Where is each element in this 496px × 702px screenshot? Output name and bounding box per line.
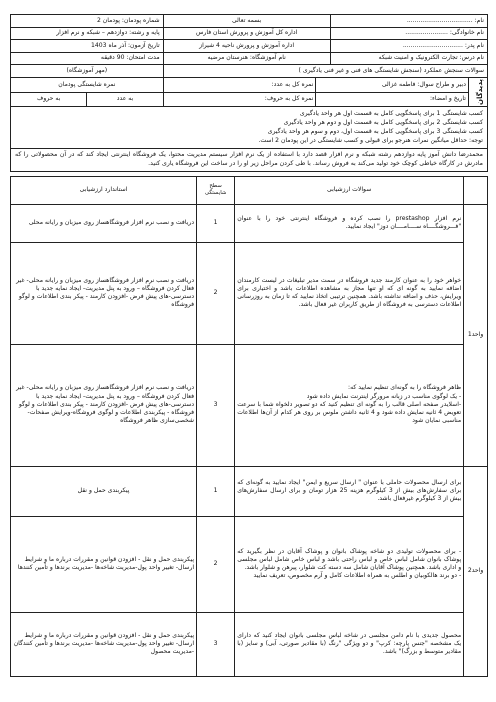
standard-cell: دریافت و نصب نرم افزار فروشگاهساز روی میزبان و رایانه محلی- غیر فعال کردن فروشگاه – ورود به پنل مدیریت- ایجاد نمایه جدید با دسترسی-های پیش فرض -افزودن کارمند - پیکر بندی اطلاعات و لوگو فروشگاه (11, 242, 197, 344)
total-score-word: نمره کل به حروف: (163, 92, 316, 106)
unit-label: واحد1 (464, 204, 488, 466)
col-standard: استاندارد ارزشیابی (11, 176, 197, 204)
level-cell: 3 (197, 612, 235, 676)
course-name: نام درس: تجارت الکترونیک و امنیت شبکه (330, 52, 487, 65)
score-by-number: به عدد (87, 92, 163, 106)
exam-header-table (10, 14, 488, 78)
org-name: اداره کل آموزش و پرورش استان فارس (163, 27, 330, 40)
questions-title: سوالات سنجش عملکرد (سنجش شایستگی های فنی و غیر فنی یادگیری ) (163, 65, 487, 78)
exam-date: تاریخ آزمون: آذر ماه 1403 (11, 40, 164, 53)
side-label-cell (468, 78, 487, 107)
level-cell: 1 (197, 204, 235, 242)
basmala: بسمه تعالی (163, 15, 330, 28)
dept-name: اداره آموزش و پرورش ناحیه 4 شیراز (163, 40, 330, 53)
level-cell: 3 (197, 344, 235, 466)
scenario-intro: محمدرضا دانش آموز پایه دوازدهم رشته شبکه و نرم افزار قصد دارد با استفاده از یک نرم افزار سیستم مدیریت محتوا، یک فروشگاه اینترنتی ایجاد کند که در آن محصولاتی را که مادرش در کارگاه خیاطی کوچک خود تولید می‌کند به فروش رساند. با طی کردن مراحل زیر او را در ساخت این فروشگاه یاری کنید. (10, 149, 488, 172)
question-cell: - برای محصولات تولیدی دو شاخه پوشاک بانوان و پوشاک آقایان در نظر بگیرید که پوشاک بانوان شامل لباس خاص و لباس راحتی باشد و لباس خاص شامل لباس مجلسی و اداری باشد. همچنین پوشاک آقایان شامل سه دسته کت شلوار، پیرهن و شلوار باشد. - دو برند هالکوبیان و اطلس به همراه اطلاعات کامل و آرم مخصوص، تعریف نمایید (235, 516, 464, 612)
school-name: نام آموزشگاه: هنرستان مرضیه (163, 52, 330, 65)
exam-page (10, 14, 488, 698)
exam-duration: مدت امتحان: 90 دقیقه (11, 52, 164, 65)
level-cell: 2 (197, 516, 235, 612)
rule-line: کسب شایستگی 3 برای پاسخگویی کامل به قسمت اول، دوم و سوم هر واحد یادگیری (267, 128, 483, 136)
score-table (10, 78, 488, 149)
rule-line: کسب شایستگی 2 برای پاسخگویی کامل به قسمت اول و دوم هر واحد یادگیری (283, 119, 483, 127)
col-unit (464, 176, 488, 204)
rule-note: توجه: حداقل میانگین نمرات هنرجو برای قبولی و کسب شایستگی در این پودمان 2 است. (258, 137, 483, 145)
col-level: سطح شایستگی (197, 176, 235, 204)
question-cell: خواهر خود را به عنوان کارمند جدید فروشگاه در سمت مدیر تبلیغات در لیست کارمندان اضافه نمایید به گونه ای که او تنها مجاز به مشاهده اطلاعات باشد و اختیاری برای ویرایش، حذف و اضافه نداشته باشد. همچنین ترتیبی اتخاذ نمایید که تا زمان به روزرسانی اطلاعات دسترسی به فروشگاه از طریق کاربران غیر فعال باشد. (235, 242, 464, 344)
father-name-field: نام پدر: ............................... (330, 40, 487, 53)
question-cell: نرم افزار prestashop را نصب کرده و فروشگاه اینترنتی خود را با عنوان "فـــروشگــــاه ســــامــــان دوز" ایجاد نمایید. (235, 204, 464, 242)
unit-label: واحد2 (464, 466, 488, 676)
question-cell: برای ارسال محصولات حاملی با عنوان " ارسال سریع و ایمن" ایجاد نمایید به گونه‌ای که برای سفارش‌های بیش از 3 کیلوگرم هزینه 25 هزار تومان و برای ارسال سفارش‌های بیش از 3 کیلوگرم غیرفعال باشد. (235, 466, 464, 516)
total-score-number: نمره کل به عدد: (163, 78, 316, 92)
side-label: پدیدگان (475, 78, 484, 105)
standard-cell: پیکربندی حمل و نقل (11, 466, 197, 516)
teacher-name: دبیر و طراح سوال: فاطمه غزالی (316, 78, 469, 92)
grade-field: پایه و رشته: دوازدهم – شبکه و نرم افزار (11, 27, 164, 40)
school-stamp: (مهر آموزشگاه) (11, 65, 164, 78)
competency-score-label: نمره شایستگی پودمان (11, 78, 164, 92)
sheet-number: شماره پودمان: پودمان 2 (11, 15, 164, 28)
question-cell: محصول جدیدی با نام دامن مجلسی در شاخه لباس مجلسی بانوان ایجاد کنید که دارای یک مشخصه "جنس پارچه: کرپ" و دو ویژگی "رنگ (با مقادیر صورتی، آبی) و سایز (با مقادیر متوسط و بزرگ)" باشد. (235, 612, 464, 676)
level-cell: 1 (197, 466, 235, 516)
level-cell: 2 (197, 242, 235, 344)
evaluation-table (10, 176, 488, 677)
student-name-field: نام: .................................. (330, 15, 487, 28)
standard-cell: پیکربندی حمل و نقل - افزودن قوانین و مقررات درباره ما و شرایط ارسال- تغییر واحد پول-مدیریت شاخه‌ها -مدیریت برندها و تأمین کنندها (11, 516, 197, 612)
standard-cell: پیکربندی حمل و نقل - افزودن قوانین و مقررات درباره ما و شرایط ارسال- تغییر واحد پول-مدیریت شاخه‌ها -مدیریت برندها و تأمین کنندگان -مدیریت محصول (11, 612, 197, 676)
teacher-signature: تاریخ و امضاء: (316, 92, 469, 106)
rules-cell (11, 107, 488, 149)
rule-line: کسب شایستگی 1 برای پاسخگویی کامل به قسمت اول هر واحد یادگیری (299, 110, 483, 117)
question-cell: ظاهر فروشگاه را به گونه‌ای تنظیم نمایید که: - یک لوگوی مناسب در زبانه مرورگر اینترنت نمایش داده شود -اسلایدر صفحه اصلی قالب را به گونه ای تنظیم کنید که دو تصویر دلخواه شما با سرعت تعویض 4 ثانیه نمایش داده شود و 4 ثانیه داشتن ملوس بر روی هر کدام از آن‌ها اطلاعات مناسبی نمایان شود (235, 344, 464, 466)
col-questions: سوالات ارزشیابی (235, 176, 464, 204)
score-by-word: به حروف (11, 92, 87, 106)
family-name-field: نام خانوادگی: ...................... (330, 27, 487, 40)
standard-cell: دریافت و نصب نرم افزار فروشگاهساز روی میزبان و رایانه محلی- غیر فعال کردن فروشگاه – ورود به پنل مدیریت- ایجاد نمایه جدید با دسترسی-های پیش فرض -افزودن کارمند - پیکر بندی اطلاعات و لوگو فروشگاه - پیکربندی اطلاعات و لوگوی فروشگاه-ویرایش صفحات-شخصی‌سازی ظاهر فروشگاه (11, 344, 197, 466)
standard-cell: دریافت و نصب نرم افزار فروشگاهساز روی میزبان و رایانه محلی (11, 204, 197, 242)
